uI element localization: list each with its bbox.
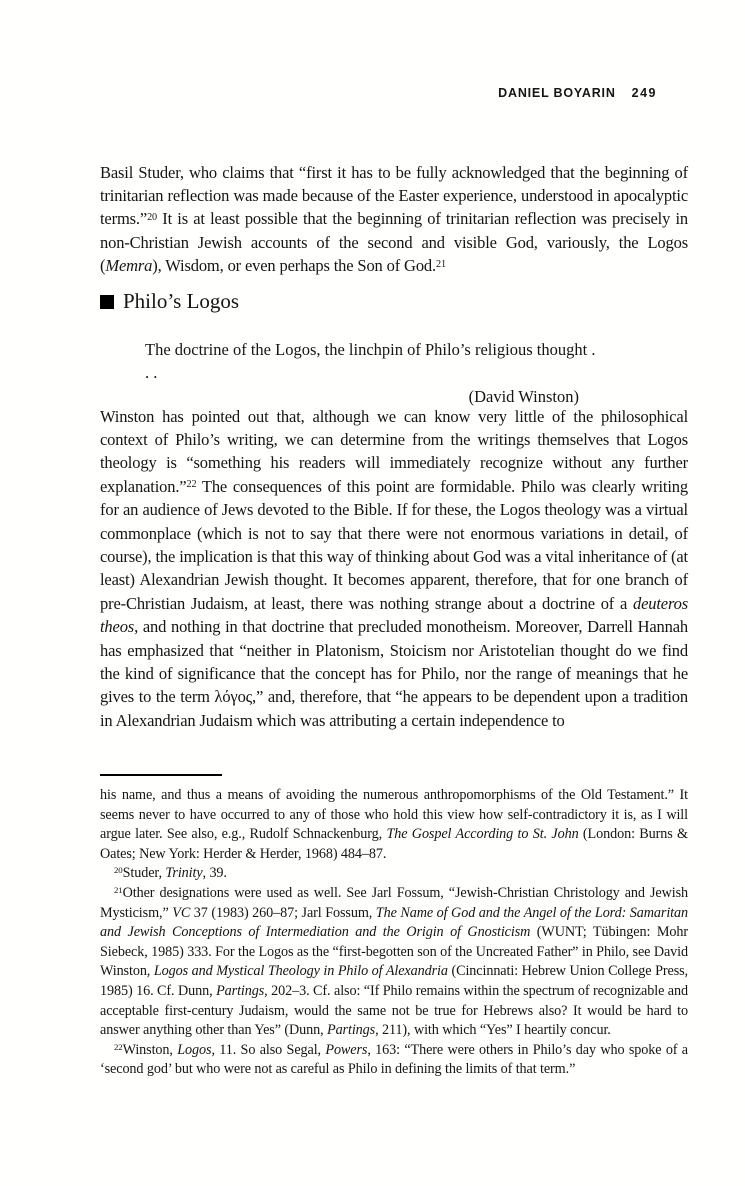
author-name: DANIEL BOYARIN — [498, 86, 616, 100]
section-heading-text: Philo’s Logos — [123, 289, 240, 313]
footnotes-section — [100, 786, 688, 1080]
footnote-20: $^{20}$Studer, Trinity, 39. — [114, 865, 227, 882]
footnote-21: $^{21}$Other designations were used as well. See Jarl Fossum, “Jewish-Christian Christology and Jewish Mysticism,” VC 37 (1983) 260–87; Jarl Fossum, The Name of God and the Angel of the Lord: Samaritan and Jewish Conceptions of Intermediation and the Origin of Gnosticism (WUNT; Tübingen: Mohr Siebeck, 1985) 333. For the Logos as the “first-begotten son of the Uncreated Father” in Philo, see David Winston, Logos and Mystical Theology in Philo of Alexandria (Cincinnati: Hebrew Union College Press, 1985) 16. Cf. Dunn, Partings, 202–3. Cf. also: “If Philo remains within the spectrum of recognizable and acceptable first-century Judaism, would the same not be true for Hebrews also? It would be hard to answer anything other than Yes” (Dunn, Partings, 211), with which “Yes” I heartily concur. — [100, 884, 689, 1039]
section-bullet-icon — [100, 295, 114, 309]
epigraph-text: The doctrine of the Logos, the linchpin of Philo’s religious thought . . . — [145, 340, 596, 383]
main-paragraph: Winston has pointed out that, although we can know very little of the philosophical context of Philo’s writing, we can determine from the writings themselves that Logos theology is “something his readers will immediately recognize without any further explanation.”$^{22}$ The consequences of this point are formidable. Philo was clearly writing for an audience of Jews devoted to the Bible. If for these, the Logos theology was a virtual commonplace (which is not to say that there were not enormous variations in detail, of course), the implication is that this way of thinking about God was a vital inheritance of (at least) Alexandrian Jewish thought. It becomes apparent, therefore, that for one branch of pre-Christian Judaism, at least, there was nothing strange about a doctrine of a deuteros theos, and nothing in that doctrine that precluded monotheism. Moreover, Darrell Hannah has emphasized that “neither in Platonism, Stoicism nor Aristotelian thought do we find the kind of significance that the concept has for Philo, nor the range of meanings that he gives to the term λόγος,” and, therefore, that “he appears to be dependent upon a tradition in Alexandrian Judaism which was attributing a certain independence to — [100, 406, 688, 730]
epigraph-attribution: (David Winston) — [468, 386, 579, 406]
page-number: 249 — [631, 86, 657, 100]
epigraph — [145, 338, 601, 408]
section-heading — [100, 289, 688, 313]
running-header — [498, 86, 657, 100]
footnote-22: $^{22}$Winston, Logos, 11. So also Segal, Powers, 163: “There were others in Philo’s day who spoke of a ‘second god’ but who were not as careful as Philo in defining the limits of that term.” — [100, 1041, 689, 1078]
footnote-separator-rule — [100, 774, 222, 776]
footnote-continuation: his name, and thus a means of avoiding the numerous anthropomorphisms of the Old Testament.” It seems never to have occurred to any of those who hold this view how self-contradictory it is, as I will argue later. See also, e.g., Rudolf Schnackenburg, The Gospel According to St. John (London: Burns & Oates; New York: Herder & Herder, 1968) 484–87. — [100, 787, 688, 862]
opening-paragraph: Basil Studer, who claims that “first it has to be fully acknowledged that the beginning of trinitarian reflection was made because of the Easter experience, understood in apocalyptic terms.”$^{20}$ It is at least possible that the beginning of trinitarian reflection was precisely in non-Christian Jewish accounts of the second and visible God, variously, the Logos (Memra), Wisdom, or even perhaps the Son of God.$^{21}$ — [100, 162, 688, 276]
